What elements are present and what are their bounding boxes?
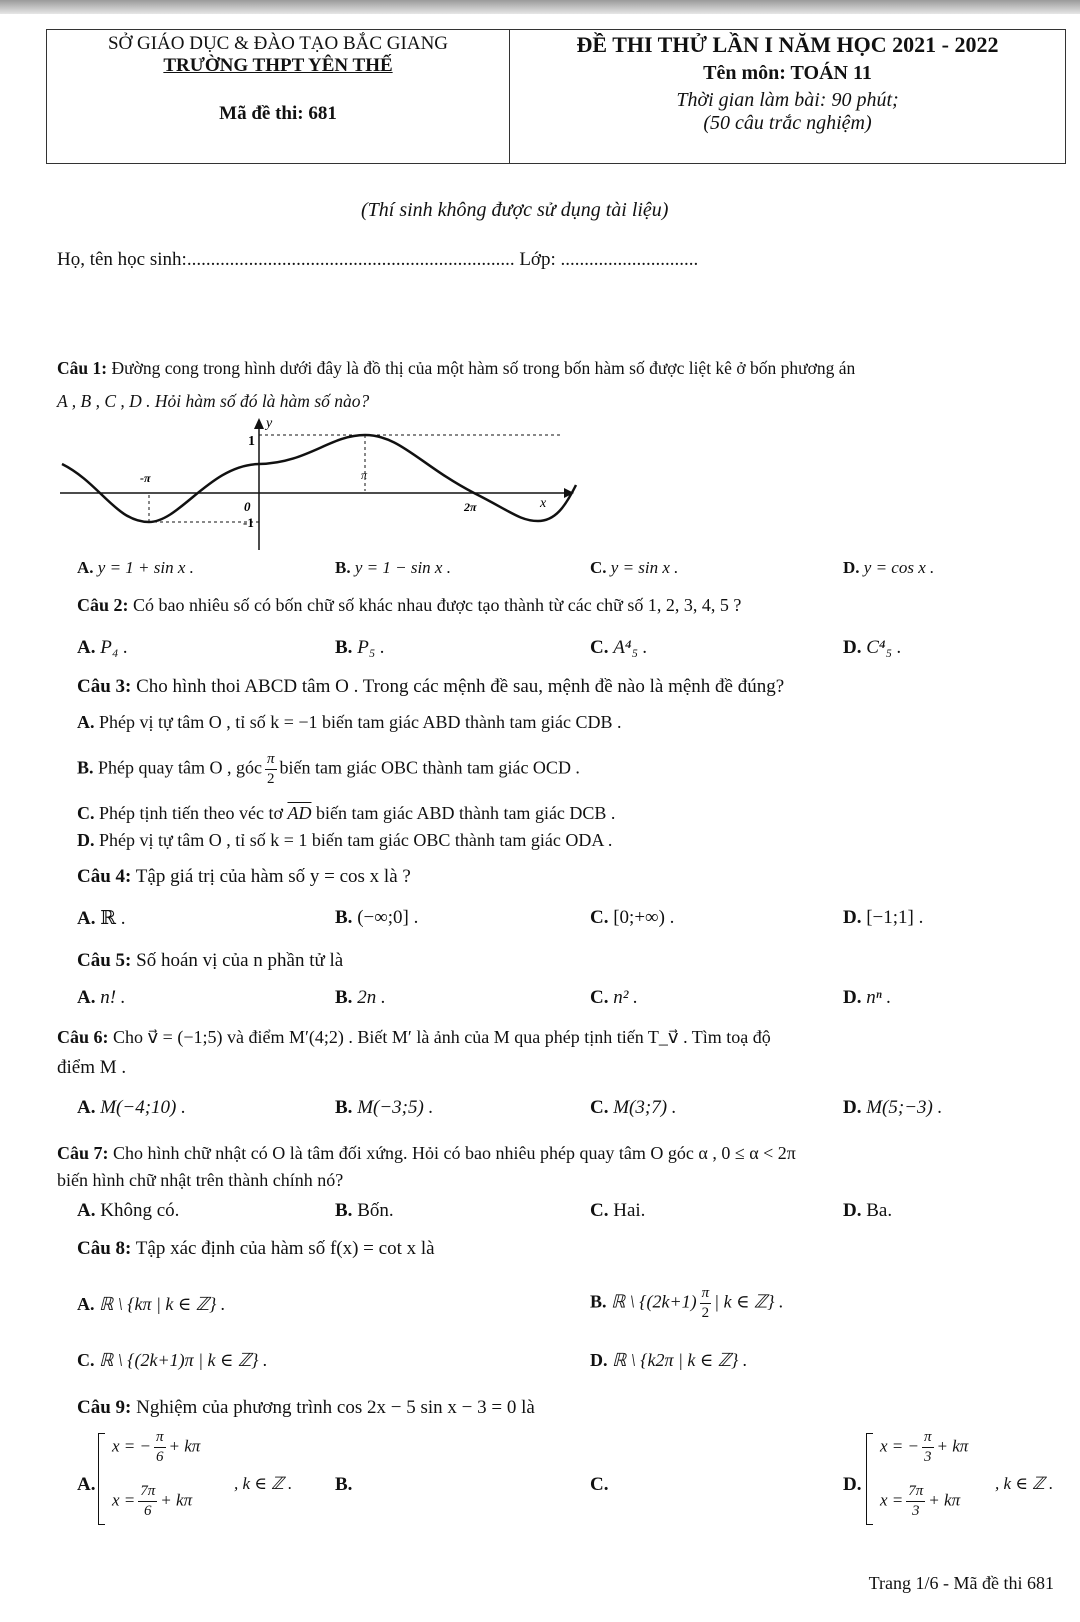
option-text: y = 1 − sin x . <box>354 558 451 577</box>
q9-option-c[interactable]: C. <box>590 1474 609 1495</box>
option-letter: B. <box>335 1200 353 1221</box>
q8-option-c[interactable] <box>77 1350 267 1371</box>
option-text: Ba. <box>861 1200 893 1221</box>
question-8-label: Câu 8: <box>77 1238 132 1259</box>
q4-option-a[interactable] <box>77 907 126 930</box>
department-name: SỞ GIÁO DỤC & ĐÀO TẠO BẮC GIANG <box>107 33 449 54</box>
option-text: M(3;7) . <box>613 1097 677 1118</box>
question-3-body: Cho hình thoi ABCD tâm O . Trong các mệnh đề sau, mệnh đề nào là mệnh đề đúng? <box>131 676 785 697</box>
fraction-numerator: π <box>700 1286 712 1304</box>
fraction-denominator: 2 <box>701 1305 710 1321</box>
fraction-numerator: 7π <box>906 1484 925 1502</box>
option-letter: C. <box>77 803 95 823</box>
question-2-body: Có bao nhiêu số có bốn chữ số khác nhau được tạo thành từ các chữ số 1, 2, 3, 4, 5 ? <box>128 595 742 615</box>
q8-option-a[interactable] <box>77 1294 225 1315</box>
question-6-label: Câu 6: <box>57 1027 109 1047</box>
option-text: M(−4;10) . <box>100 1097 186 1118</box>
fraction-numerator: π <box>154 1430 166 1448</box>
q1-option-a[interactable] <box>77 558 194 578</box>
fraction-pi-over-2 <box>700 1286 712 1321</box>
option-letter: D. <box>77 830 95 850</box>
fraction-numerator: π <box>922 1430 934 1448</box>
option-text: Phép vị tự tâm O , tỉ số k = −1 biến tam giác ABD thành tam giác CDB . <box>94 712 622 732</box>
fraction <box>154 1430 166 1465</box>
option-text: n! . <box>100 987 126 1008</box>
option-text: y = sin x . <box>610 558 679 577</box>
question-8-text <box>77 1238 435 1260</box>
question-4-body: Tập giá trị của hàm số y = cos x là ? <box>131 866 411 887</box>
option-text: Bốn. <box>352 1200 394 1221</box>
option-text: Phép tịnh tiến theo véc tơ <box>94 803 283 823</box>
option-letter: A. <box>77 558 94 577</box>
header-left <box>47 30 510 163</box>
option-letter: A. <box>77 712 95 732</box>
q5-option-b[interactable] <box>335 987 386 1009</box>
exam-title: ĐỀ THI THỬ LẦN I NĂM HỌC 2021 - 2022 <box>576 32 999 57</box>
question-4-text <box>77 866 411 888</box>
option-text: M(−3;5) . <box>357 1097 434 1118</box>
option-letter: D. <box>843 1474 862 1495</box>
q4-option-d[interactable] <box>843 907 923 929</box>
solution-bracket <box>866 1433 867 1525</box>
option-text: ℝ \ {kπ | k ∈ ℤ} . <box>99 1294 226 1314</box>
option-text: C⁴₅ . <box>866 637 902 658</box>
exam-code: Mã đề thi: 681 <box>219 103 337 124</box>
q1-option-b[interactable] <box>335 558 451 578</box>
question-9-label: Câu 9: <box>77 1397 132 1418</box>
tick-label-pi: π <box>361 468 368 482</box>
tick-label-two-pi: 2π <box>464 500 477 514</box>
fraction-denominator: 6 <box>156 1449 164 1465</box>
option-letter: C. <box>77 1350 95 1370</box>
option-text: ℝ . <box>100 908 126 929</box>
option-text: (−∞;0] . <box>357 907 419 928</box>
solution-line-1 <box>112 1430 200 1465</box>
equation-part: + kπ <box>928 1490 961 1510</box>
option-letter: C. <box>590 987 609 1008</box>
option-letter: A. <box>77 1200 96 1221</box>
origin-label: 0 <box>244 499 251 514</box>
y-axis-label: y <box>266 416 273 431</box>
equation-part: x = − <box>112 1436 151 1456</box>
equation-part: x = <box>112 1490 136 1510</box>
solution-line-2 <box>112 1484 192 1519</box>
question-count: (50 câu trắc nghiệm) <box>703 112 872 134</box>
fraction-denominator: 2 <box>266 771 275 787</box>
option-text-tail: biến tam giác ABD thành tam giác DCB . <box>311 803 616 823</box>
x-axis-label: x <box>540 496 547 511</box>
window-edge <box>0 0 1080 14</box>
option-text: y = cos x . <box>863 558 935 577</box>
school-name: TRƯỜNG THPT YÊN THẾ <box>163 55 393 76</box>
question-6-line-2: điểm M . <box>57 1057 127 1078</box>
tick-label-one: 1 <box>248 434 255 449</box>
question-7-body: Cho hình chữ nhật có O là tâm đối xứng. Hỏi có bao nhiêu phép quay tâm O góc α , 0 ≤ α < 2π <box>108 1143 796 1163</box>
fraction-denominator: 3 <box>912 1503 920 1519</box>
subject-name: Tên môn: TOÁN 11 <box>703 62 872 84</box>
fraction-pi-over-2 <box>265 752 277 787</box>
option-letter: A. <box>77 1097 96 1118</box>
option-text: P₄ . <box>100 637 128 658</box>
q4-option-c[interactable] <box>590 907 674 929</box>
question-2-text <box>77 595 741 616</box>
q8-option-b[interactable] <box>590 1286 784 1321</box>
option-text: ℝ \ {k2π | k ∈ ℤ} . <box>612 1350 748 1370</box>
solution-bracket <box>98 1433 99 1525</box>
option-tail: , k ∈ ℤ . <box>995 1474 1054 1493</box>
q1-option-d[interactable] <box>843 558 934 578</box>
tick-label-neg-pi: -π <box>140 471 151 485</box>
option-text-tail: biến tam giác OBC thành tam giác OCD . <box>279 757 580 778</box>
option-letter: D. <box>843 1200 862 1221</box>
q5-option-a[interactable] <box>77 987 126 1009</box>
q7-option-a[interactable] <box>77 1200 179 1222</box>
student-info-line: Họ, tên học sinh:..................................................................... Lớp: ............................. <box>57 249 699 270</box>
option-letter: B. <box>590 1291 607 1312</box>
question-1-label: Câu 1: <box>57 358 108 378</box>
option-tail: , k ∈ ℤ . <box>234 1474 293 1493</box>
fraction-denominator: 3 <box>924 1449 932 1465</box>
solution-line-2 <box>880 1484 960 1519</box>
q3-option-b[interactable] <box>77 752 580 787</box>
option-letter: D. <box>843 558 860 577</box>
option-text: y = 1 + sin x . <box>97 558 194 577</box>
q5-option-d[interactable] <box>843 987 891 1009</box>
q6-option-d[interactable] <box>843 1097 942 1119</box>
solution-line-1 <box>880 1430 968 1465</box>
page-footer: Trang 1/6 - Mã đề thi 681 <box>868 1573 1054 1593</box>
vector-ad: $\overline{AD}$ <box>287 803 312 823</box>
option-text: Không có. <box>95 1200 180 1221</box>
question-2-label: Câu 2: <box>77 595 129 615</box>
option-text: P₅ . <box>357 637 385 658</box>
question-9-body: Nghiệm của phương trình cos 2x − 5 sin x − 3 = 0 là <box>131 1397 535 1418</box>
option-letter: C. <box>590 1200 609 1221</box>
exam-header <box>46 29 1066 164</box>
q2-option-c[interactable] <box>590 637 648 659</box>
option-letter: D. <box>590 1350 608 1370</box>
question-5-body: Số hoán vị của n phần tử là <box>131 950 344 971</box>
q6-option-b[interactable] <box>335 1097 433 1119</box>
fraction-numerator: π <box>265 752 277 770</box>
option-letter: C. <box>590 637 609 658</box>
equation-part: x = − <box>880 1436 919 1456</box>
fraction <box>138 1484 157 1519</box>
option-letter: D. <box>843 1097 862 1118</box>
question-9-text <box>77 1397 535 1419</box>
q3-option-d[interactable] <box>77 830 612 851</box>
option-text: [−1;1] . <box>866 907 924 928</box>
option-text: Phép vị tự tâm O , tỉ số k = 1 biến tam giác OBC thành tam giác ODA . <box>94 830 613 850</box>
option-text: 2n . <box>357 987 386 1008</box>
option-text: n² . <box>613 987 638 1008</box>
option-text: [0;+∞) . <box>613 907 675 928</box>
option-letter: B. <box>335 558 351 577</box>
option-letter: A. <box>77 1294 95 1314</box>
equation-part: + kπ <box>936 1436 969 1456</box>
option-letter: D. <box>843 987 862 1008</box>
option-letter: D. <box>843 907 862 928</box>
fraction-numerator: 7π <box>138 1484 157 1502</box>
question-7-line-2: biến hình chữ nhật trên thành chính nó? <box>57 1170 344 1190</box>
question-1-line-2: A , B , C , D . Hỏi hàm số đó là hàm số nào? <box>57 391 370 411</box>
option-letter: B. <box>335 987 353 1008</box>
option-text: nⁿ . <box>866 987 892 1008</box>
option-letter: B. <box>335 907 353 928</box>
tick-label-neg-one: -1 <box>243 515 254 530</box>
q9-option-b[interactable]: B. <box>335 1474 353 1495</box>
option-letter: C. <box>590 1097 609 1118</box>
q5-option-c[interactable] <box>590 987 638 1009</box>
q7-option-d[interactable] <box>843 1200 892 1222</box>
question-6-text <box>57 1027 771 1048</box>
q6-option-c[interactable] <box>590 1097 677 1119</box>
equation-part: x = <box>880 1490 904 1510</box>
exam-duration: Thời gian làm bài: 90 phút; <box>676 89 899 111</box>
q8-option-d[interactable] <box>590 1350 747 1371</box>
q1-option-c[interactable] <box>590 558 678 578</box>
question-1-text <box>57 358 855 379</box>
q2-option-d[interactable] <box>843 637 902 659</box>
option-letter: A. <box>77 637 96 658</box>
q7-option-c[interactable] <box>590 1200 645 1222</box>
option-letter: D. <box>843 637 862 658</box>
question-3-label: Câu 3: <box>77 676 132 697</box>
question-7-label: Câu 7: <box>57 1143 109 1163</box>
option-text: A⁴₅ . <box>613 637 648 658</box>
header-right <box>510 30 1065 163</box>
option-text-tail: | k ∈ ℤ} . <box>714 1291 784 1312</box>
fraction-denominator: 6 <box>144 1503 152 1519</box>
option-letter: B. <box>335 1097 353 1118</box>
question-6-body: Cho v⃗ = (−1;5) và điểm M′(4;2) . Biết M′ là ảnh của M qua phép tịnh tiến T_v⃗ . Tìm toạ độ <box>108 1027 771 1047</box>
option-text: Phép quay tâm O , góc <box>93 757 262 778</box>
y-axis-arrow <box>254 418 264 429</box>
option-text: ℝ \ {(2k+1)π | k ∈ ℤ} . <box>99 1350 268 1370</box>
question-4-label: Câu 4: <box>77 866 132 887</box>
sine-graph <box>60 415 580 555</box>
option-letter: C. <box>590 907 609 928</box>
fraction <box>906 1484 925 1519</box>
exam-note: (Thí sinh không được sử dụng tài liệu) <box>361 199 669 221</box>
q7-option-b[interactable] <box>335 1200 394 1222</box>
option-text: ℝ \ {(2k+1) <box>611 1291 697 1312</box>
question-8-body: Tập xác định của hàm số f(x) = cot x là <box>131 1238 435 1259</box>
option-text: Hai. <box>608 1200 646 1221</box>
q6-option-a[interactable] <box>77 1097 186 1119</box>
q3-option-a[interactable] <box>77 712 622 733</box>
option-text: M(5;−3) . <box>866 1097 943 1118</box>
equation-part: + kπ <box>168 1436 201 1456</box>
option-letter: C. <box>590 558 607 577</box>
question-3-text <box>77 676 784 698</box>
fraction <box>922 1430 934 1465</box>
q4-option-b[interactable] <box>335 907 418 929</box>
q2-option-a[interactable] <box>77 637 128 659</box>
option-letter: B. <box>335 637 353 658</box>
q2-option-b[interactable] <box>335 637 385 659</box>
option-letter: A. <box>77 908 96 929</box>
question-7-text <box>57 1143 796 1164</box>
question-1-line-1: Đường cong trong hình dưới đây là đồ thị của một hàm số trong bốn hàm số được liệt kê ở bốn phương án <box>107 358 856 378</box>
equation-part: + kπ <box>160 1490 193 1510</box>
option-letter: A. <box>77 1474 96 1495</box>
question-5-text <box>77 950 343 972</box>
option-letter: B. <box>77 757 94 778</box>
option-letter: A. <box>77 987 96 1008</box>
question-5-label: Câu 5: <box>77 950 132 971</box>
q3-option-c[interactable] <box>77 803 615 824</box>
